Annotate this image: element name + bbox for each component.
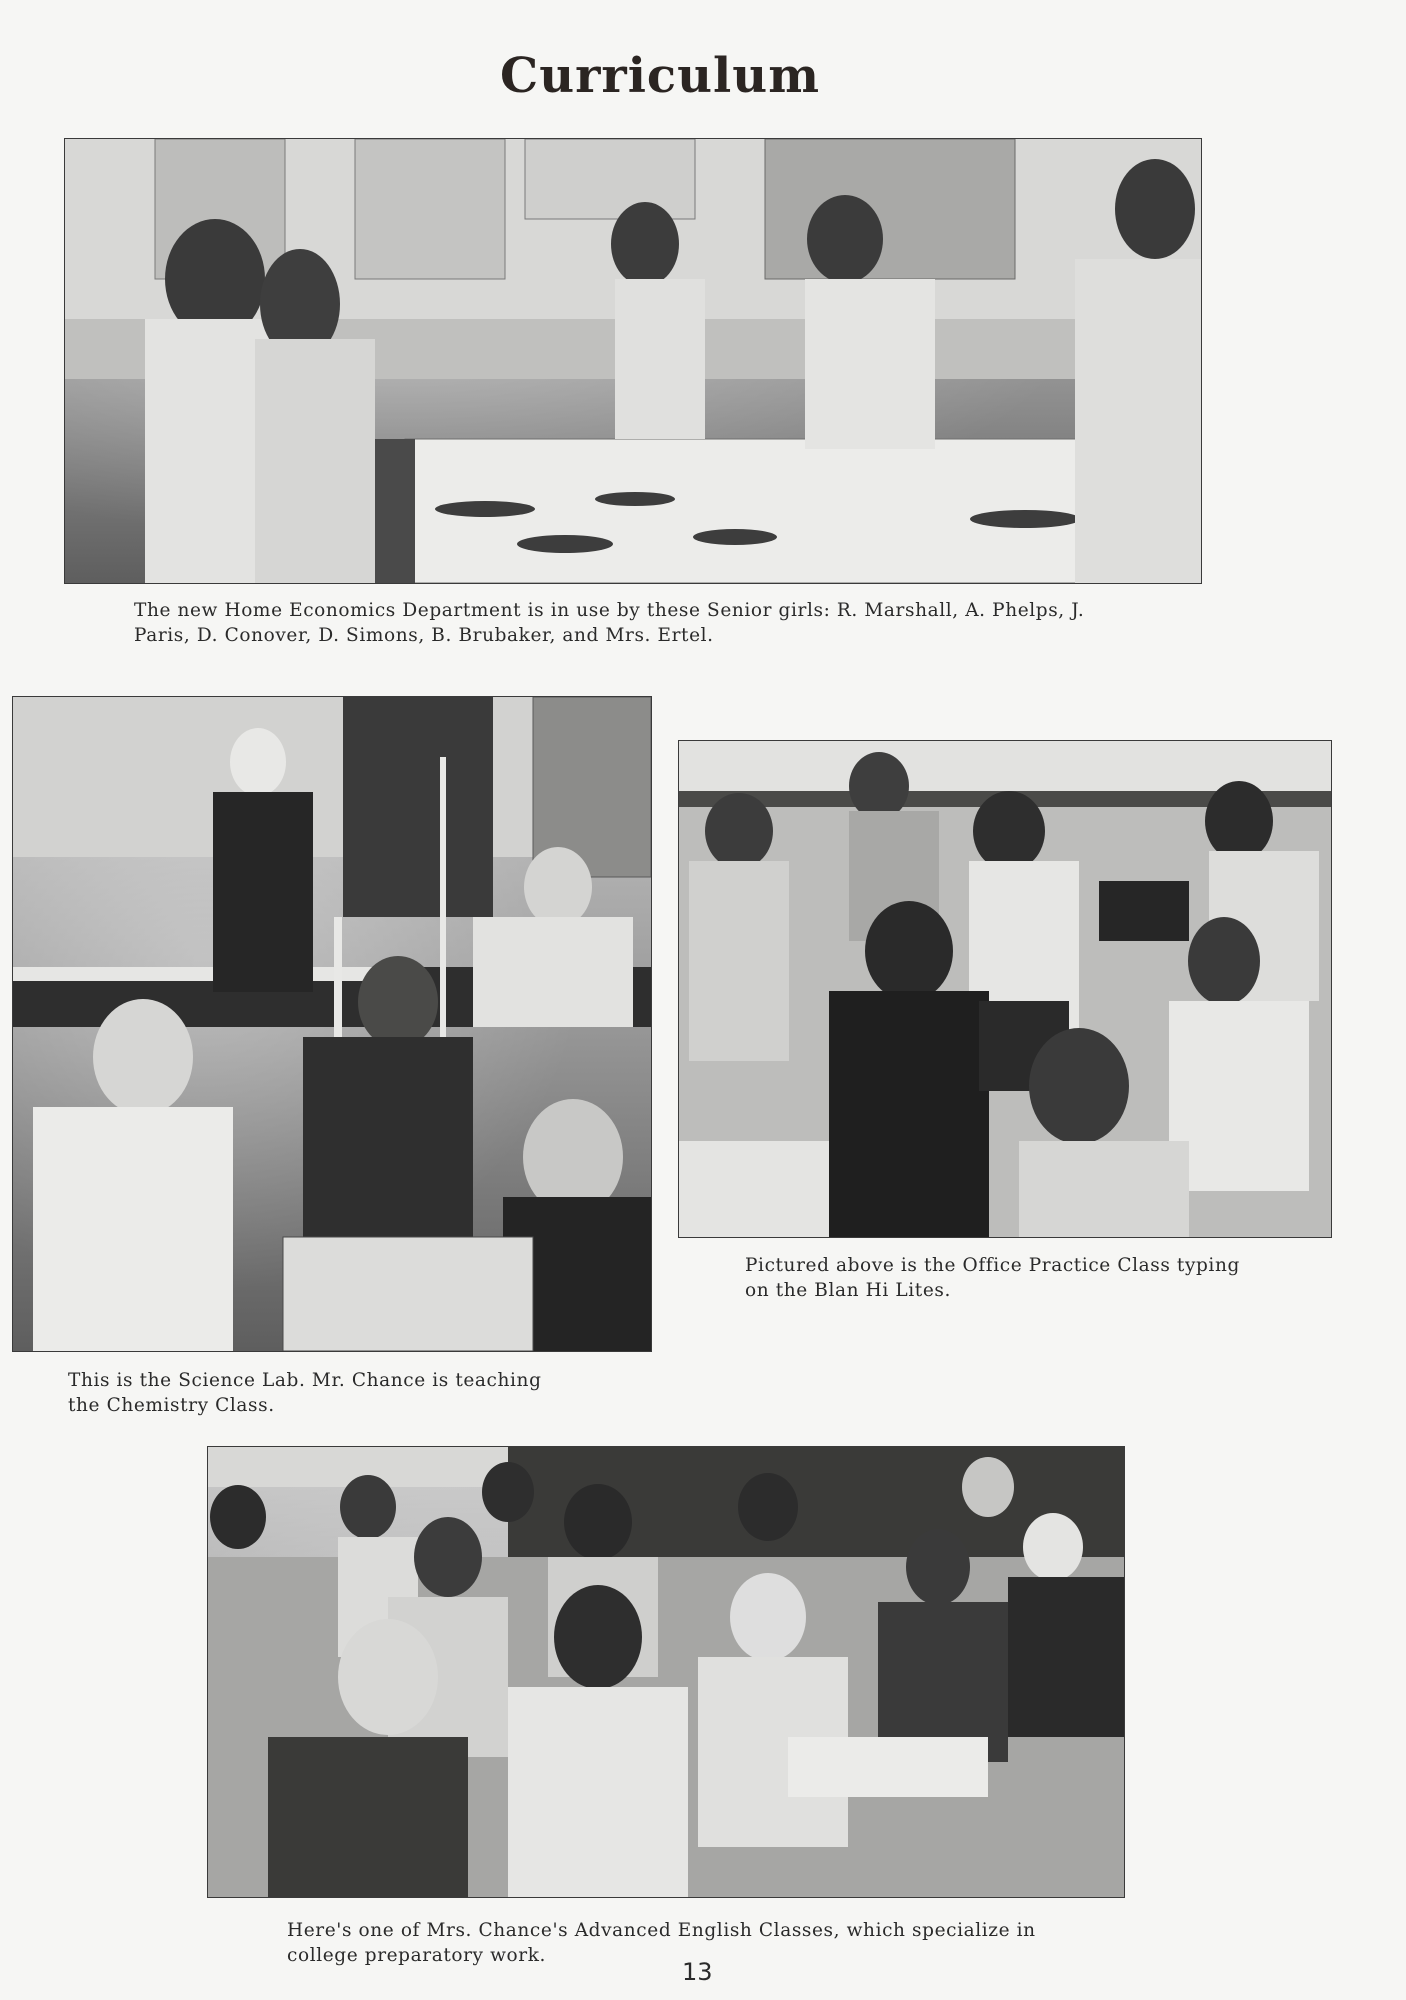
english-class-photo xyxy=(207,1446,1125,1898)
office-practice-caption-line2: on the Blan Hi Lites. xyxy=(745,1280,951,1301)
science-lab-caption xyxy=(68,1368,542,1418)
home-economics-photo xyxy=(64,138,1202,584)
home-economics-caption xyxy=(134,598,1084,648)
english-class-caption-line2: college preparatory work. xyxy=(287,1945,546,1966)
science-lab-photo xyxy=(12,696,652,1352)
office-practice-caption xyxy=(745,1253,1240,1303)
science-lab-caption-line2: the Chemistry Class. xyxy=(68,1395,275,1416)
english-class-caption xyxy=(287,1918,1036,1968)
page-number: 13 xyxy=(682,1958,713,1986)
office-practice-caption-line1: Pictured above is the Office Practice Class typing xyxy=(745,1255,1240,1276)
science-lab-caption-line1: This is the Science Lab. Mr. Chance is teaching xyxy=(68,1370,542,1391)
page-title: Curriculum xyxy=(500,48,820,104)
office-practice-photo xyxy=(678,740,1332,1238)
english-class-caption-line1: Here's one of Mrs. Chance's Advanced English Classes, which specialize in xyxy=(287,1920,1036,1941)
home-economics-caption-line2: Paris, D. Conover, D. Simons, B. Brubaker, and Mrs. Ertel. xyxy=(134,625,714,646)
home-economics-caption-line1: The new Home Economics Department is in use by these Senior girls: R. Marshall, A. Phelps, J. xyxy=(134,600,1085,621)
